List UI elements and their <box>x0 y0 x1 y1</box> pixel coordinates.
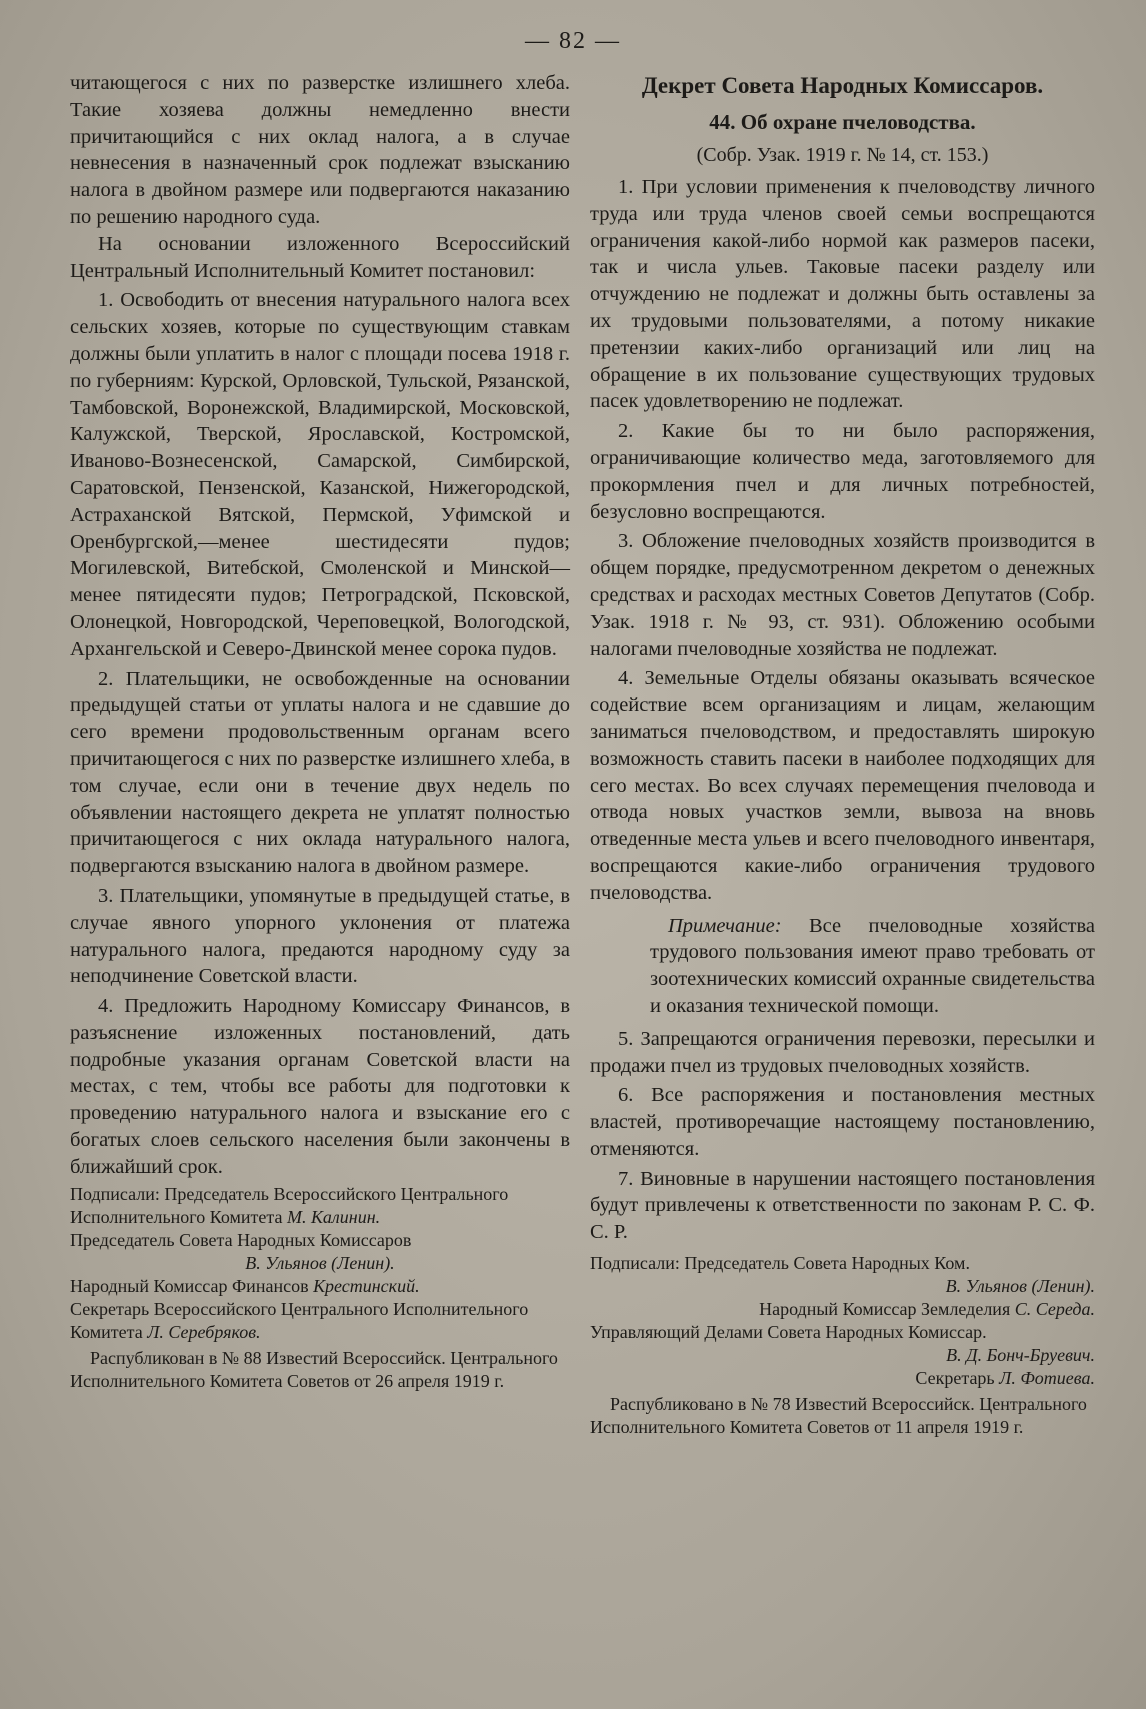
article-3: 3. Обложение пчеловодных хозяйств производится в общем порядке, предусмотренном декретом о денежных средствах и расходах местных Советов Депутатов (Собр. Узак. 1918 г. № 93, ст. 931). Обложению особыми налогами пчеловодные хозяйства не подлежат. <box>590 530 1095 660</box>
signature-title: Народный Комиссар Земледелия <box>759 1299 1011 1320</box>
signature-name: Л. Фотиева. <box>999 1368 1095 1389</box>
signature-name: М. Калинин. <box>286 1206 381 1227</box>
signature-title: Народный Комиссар Финансов <box>70 1275 309 1296</box>
signature-title: Управляющий Делами Совета Народных Комиссар. <box>590 1322 987 1343</box>
decree-title: Декрет Совета Народных Комиссаров. <box>641 73 1044 98</box>
note-label: Примечание: <box>668 914 782 937</box>
publication-note: Распубликован в № 88 Известий Всероссийск. Центрального Исполнительного Комитета Советов от 26 апреля 1919 г. <box>70 1347 558 1391</box>
right-column <box>590 70 1095 1439</box>
note <box>650 913 1095 1020</box>
signature-title: Секретарь <box>915 1368 995 1389</box>
decree-source: (Собр. Узак. 1919 г. № 14, ст. 153.) <box>696 144 989 166</box>
signature-name: В. Д. Бонч-Бруевич. <box>946 1345 1095 1366</box>
signature-name: В. Ульянов (Ленин). <box>245 1252 395 1273</box>
signature-block-4 <box>590 1367 1095 1390</box>
continued-paragraph: читающегося с них по разверстке излишнего хлеба. Такие хозяева должны немедленно внести причитающийся с них оклад налога, а в случае невнесения в назначенный срок подлежат взысканию налога в двойном размере или подвергаются наказанию по решению народного суда. <box>70 72 570 228</box>
left-column <box>70 70 570 1393</box>
article-6: 6. Все распоряжения и постановления местных властей, противоречащие настоящему постановлению, отменяются. <box>590 1084 1095 1160</box>
resolution-intro: На основании изложенного Всероссийский Центральный Исполнительный Комитет постановил: <box>70 232 570 282</box>
article-4: 4. Предложить Народному Комиссару Финансов, в разъяснение изложенных постановлений, дать подробные указания органам Советской власти на местах, с тем, чтобы все работы для подготовки к проведению натурального налога и взыскание его с богатых слоев сельского населения были закончены в ближайший срок. <box>70 995 570 1178</box>
article-2: 2. Какие бы то ни было распоряжения, ограничивающие количество меда, заготовляемого для прокормления пчел и для личных потребностей, безусловно воспрещаются. <box>590 420 1095 523</box>
signature-name: В. Ульянов (Ленин). <box>945 1276 1095 1297</box>
article-2: 2. Плательщики, не освобожденные на основании предыдущей статьи от уплаты налога и не сдавшие до сего времени продовольственным органам всего причитающегося с них по разверстке излишнего хлеба, в том случае, если они в течение двух недель по объявлении настоящего декрета не уплатят полностью причитающегося с них оклада натурального налога, подвергаются взысканию налога в двойном размере. <box>70 667 570 878</box>
page-number: — 82 — <box>525 28 621 54</box>
signature-block-1 <box>70 1183 570 1229</box>
left-signatures <box>70 1183 570 1393</box>
article-3: 3. Плательщики, упомянутые в предыдущей статье, в случае явного упорного уклонения от платежа натурального налога, предаются народному суду за неподчинение Советской власти. <box>70 884 570 988</box>
signature-block-4 <box>70 1298 570 1344</box>
right-signatures <box>590 1252 1095 1439</box>
article-1: 1. При условии применения к пчеловодству личного труда или труда членов своей семьи воспрещаются ограничения какой-либо нормой как размеров пасеки, так и числа ульев. Таковые пасеки разделу или отчуждению не подлежат и должны быть оставлены за их трудовыми пользователями, а потому никакие претензии каких-либо организаций или лиц на обращение в их пользование существующих трудовых пасек удовлетворению не подлежат. <box>590 176 1095 413</box>
signature-name: Л. Серебряков. <box>147 1321 261 1342</box>
signature-name: С. Середа. <box>1014 1299 1095 1320</box>
signature-title: Подписали: Председатель Всероссийского Центрального Исполнительного Комитета <box>70 1183 509 1227</box>
article-4: 4. Земельные Отделы обязаны оказывать всяческое содействие всем организациям и лицам, желающим заниматься пчеловодством, и предоставлять широкую возможность ставить пасеки в наиболее подходящих для сего местах. Во всех случаях перемещения пчеловода и отвода новых участков земли, вывоза на вновь отведенные места ульев и всего пчеловодного инвентаря, воспрещаются какие-либо ограничения трудового пчеловодства. <box>590 667 1095 904</box>
signature-title: Подписали: Председатель Совета Народных Ком. <box>590 1253 970 1274</box>
signature-title: Секретарь Всероссийского Центрального Исполнительного Комитета <box>70 1298 529 1342</box>
decree-subtitle: 44. Об охране пчеловодства. <box>709 110 976 134</box>
article-1: 1. Освободить от внесения натурального налога всех сельских хозяев, которые по существующим ставкам должны были уплатить в налог с площади посева 1918 г. по губерниям: Курской, Орловской, Тульской, Рязанской, Тамбовской, Воронежской, Владимирской, Московской, Калужской, Тверской, Ярославской, Костромской, Иваново-Вознесенской, Самарской, Симбирской, Саратовской, Пензенской, Казанской, Нижегородской, Астраханской Вятской, Пермской, Уфимской и Оренбургской,—менее шестидесяти пудов; Могилевской, Витебской, Смоленской и Минской—менее пятидесяти пудов; Петроградской, Псковской, Олонецкой, Новгородской, Череповецкой, Вологодской, Архангельской и Северо-Двинской менее сорока пудов. <box>70 289 570 660</box>
publication-note: Распубликовано в № 78 Известий Всероссийск. Центрального Исполнительного Комитета Советов от 11 апреля 1919 г. <box>590 1394 1087 1438</box>
signature-title: Председатель Совета Народных Комиссаров <box>70 1229 412 1250</box>
article-5: 5. Запрещаются ограничения перевозки, пересылки и продажи пчел из трудовых пчеловодных хозяйств. <box>590 1027 1095 1077</box>
signature-block-2 <box>590 1298 1095 1321</box>
note-text: Все пчеловодные хозяйства трудового пользования имеют право требовать от зоотехнических комиссий охранные свидетельства и оказания технической помощи. <box>650 914 1095 1017</box>
signature-block-3 <box>70 1275 570 1298</box>
article-7: 7. Виновные в нарушении настоящего постановления будут привлечены к ответственности по законам Р. С. Ф. С. Р. <box>590 1167 1095 1244</box>
signature-name: Крестинский. <box>313 1275 420 1296</box>
